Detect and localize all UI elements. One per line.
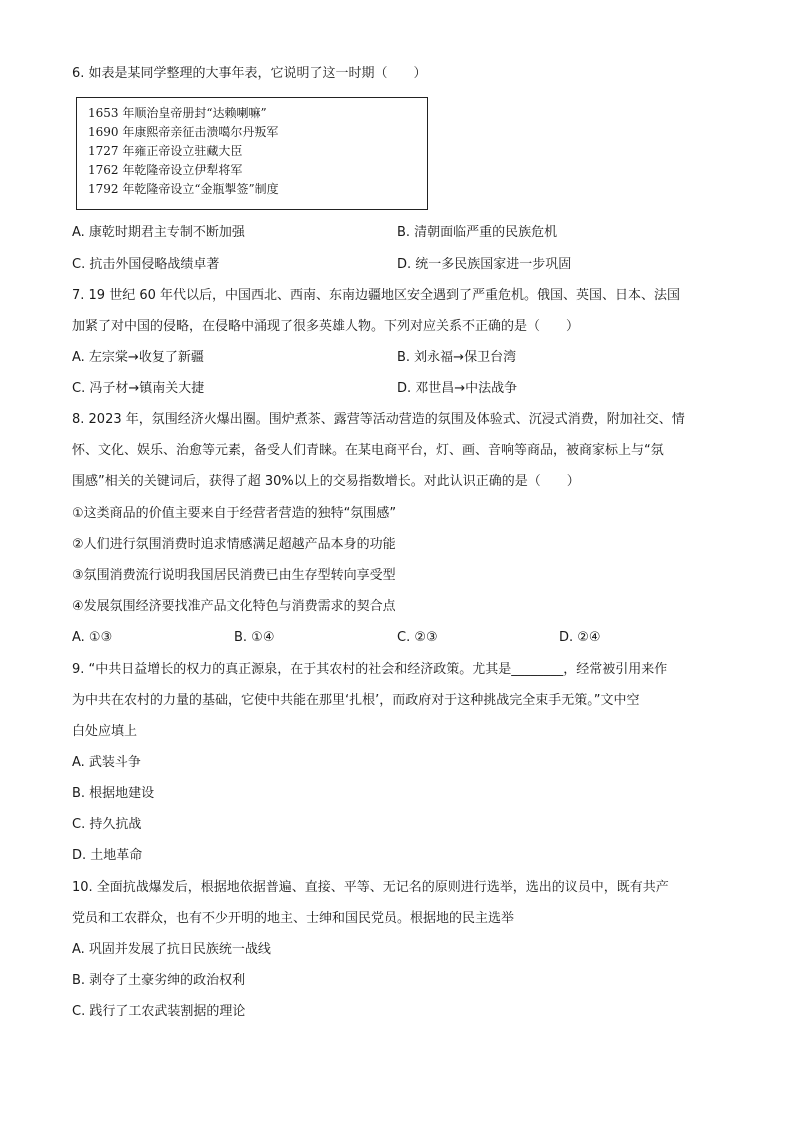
- q10-stem-line-2: 党员和工农群众，也有不少开明的地主、士绅和国民党员。根据地的民主选举: [72, 911, 515, 926]
- q8-stem-line-2: 怀、文化、娱乐、治愈等元素，备受人们青睐。在某电商平台，灯、画、音响等商品，被商家标上与“氛: [72, 443, 664, 458]
- table-row: 1727 年雍正帝设立驻藏大臣: [88, 144, 243, 158]
- table-row: 1653 年顺治皇帝册封“达赖喇嘛”: [88, 106, 267, 120]
- q6-option-c: C. 抗击外国侵略战绩卓著: [72, 257, 220, 272]
- q9-option-c: C. 持久抗战: [72, 817, 142, 832]
- q6-option-a: A. 康乾时期君主专制不断加强: [72, 225, 245, 240]
- q8-option-c: C. ②③: [397, 630, 438, 645]
- q8-option-b: B. ①④: [234, 630, 275, 645]
- q6-option-b: B. 清朝面临严重的民族危机: [397, 225, 558, 240]
- q7-option-c: C. 冯子材→镇南关大捷: [72, 381, 205, 396]
- q9-stem-line-2: 为中共在农村的力量的基础，它使中共能在那里‘扎根’，而政府对于这种挑战完全束手无策。”文中空: [72, 693, 640, 708]
- q7-option-b: B. 刘永福→保卫台湾: [397, 350, 517, 365]
- table-row: 1792 年乾隆帝设立“金瓶掣签”制度: [88, 182, 279, 196]
- q10-option-c: C. 践行了工农武装割据的理论: [72, 1004, 246, 1019]
- q8-stem-line-3: 围感”相关的关键词后，获得了超 30%以上的交易指数增长。对此认识正确的是（ ）: [72, 474, 580, 489]
- q9-option-b: B. 根据地建设: [72, 786, 155, 801]
- q10-option-b: B. 剥夺了土豪劣绅的政治权利: [72, 973, 246, 988]
- q6-stem: 6. 如表是某同学整理的大事年表，它说明了这一时期（ ）: [72, 66, 427, 81]
- q10-stem-line-1: 10. 全面抗战爆发后，根据地依据普遍、直接、平等、无记名的原则进行选举，选出的议员中，既有共产: [72, 880, 669, 895]
- q9-stem-line-1: 9. “中共日益增长的权力的真正源泉，在于其农村的社会和经济政策。尤其是________，经常被引用来作: [72, 662, 668, 677]
- q9-stem-line-3: 白处应填上: [72, 724, 138, 739]
- q6-option-d: D. 统一多民族国家进一步巩固: [397, 257, 572, 272]
- table-row: 1762 年乾隆帝设立伊犁将军: [88, 163, 243, 177]
- table-row: 1690 年康熙帝亲征击溃噶尔丹叛军: [88, 125, 279, 139]
- q9-option-a: A. 武装斗争: [72, 755, 141, 770]
- q7-option-d: D. 邓世昌→中法战争: [397, 381, 518, 396]
- q7-stem-line-1: 7. 19 世纪 60 年代以后，中国西北、西南、东南边疆地区安全遇到了严重危机。俄国、英国、日本、法国: [72, 288, 681, 303]
- q8-statement-2: ②人们进行氛围消费时追求情感满足超越产品本身的功能: [72, 537, 396, 552]
- q8-statement-3: ③氛围消费流行说明我国居民消费已由生存型转向享受型: [72, 568, 396, 583]
- q8-stem-line-1: 8. 2023 年，氛围经济火爆出圈。围炉煮茶、露营等活动营造的氛围及体验式、沉浸式消费，附加社交、情: [72, 412, 685, 427]
- q8-option-a: A. ①③: [72, 630, 113, 645]
- q10-option-a: A. 巩固并发展了抗日民族统一战线: [72, 942, 271, 957]
- q7-stem-line-2: 加紧了对中国的侵略，在侵略中涌现了很多英雄人物。下列对应关系不正确的是（ ）: [72, 319, 580, 334]
- q8-option-d: D. ②④: [559, 630, 601, 645]
- q7-option-a: A. 左宗棠→收复了新疆: [72, 350, 204, 365]
- q8-statement-4: ④发展氛围经济要找准产品文化特色与消费需求的契合点: [72, 599, 396, 614]
- q8-statement-1: ①这类商品的价值主要来自于经营者营造的独特“氛围感”: [72, 506, 397, 521]
- q9-option-d: D. 土地革命: [72, 848, 143, 863]
- q6-chronology-table: [76, 97, 428, 210]
